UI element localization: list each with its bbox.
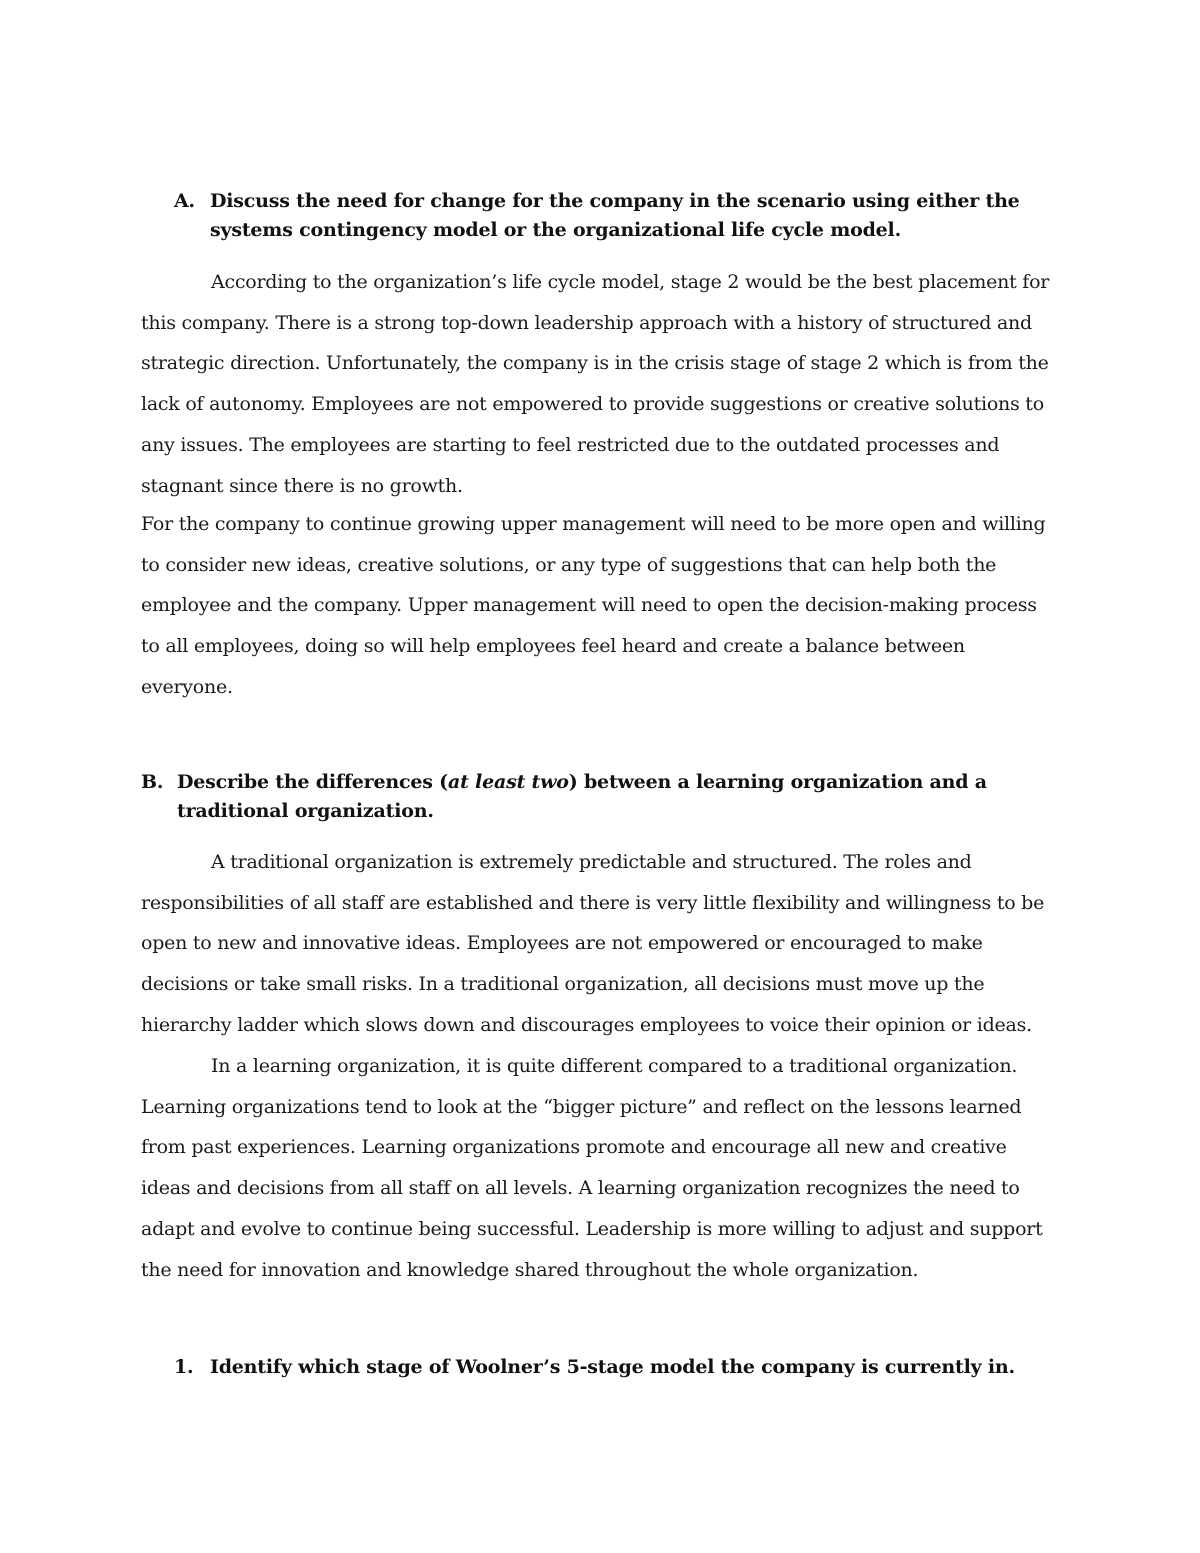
section-b-paragraph-1: A traditional organization is extremely predictable and structured. The roles and responsibilities of all staff are established and there is very little flexibility and willingness to be open to new and innovative ideas. Employees are not empowered or encouraged to make decisions or take small risks. In a traditional organization, all decisions must move up the hierarchy ladder which slows down and discourages employees to voice their opinion or ideas. <box>141 851 1045 1036</box>
section-a-paragraph-2: For the company to continue growing upper management will need to be more open and willing to consider new ideas, creative solutions, or any type of suggestions that can help both the employee and the company. Upper management will need to open the decision-making process to all employees, doing so will help employees feel heard and create a balance between everyone. <box>141 513 1046 698</box>
section-1-heading-text: Identify which stage of Woolner’s 5-stage model the company is currently in. <box>210 1356 1015 1378</box>
section-b-heading <box>141 768 1071 826</box>
section-a-heading-text: Discuss the need for change for the company in the scenario using either the systems contingency model or the organizational life cycle model. <box>210 190 1020 241</box>
section-b-paragraph-2: In a learning organization, it is quite different compared to a traditional organization. Learning organizations tend to look at the “bigger picture” and reflect on the lessons learned from past experiences. Learning organizations promote and encourage all new and creative ideas and decisions from all staff on all levels. A learning organization recognizes the need to adapt and evolve to continue being successful. Leadership is more willing to adjust and support the need for innovation and knowledge shared throughout the whole organization. <box>141 1055 1043 1281</box>
section-b-heading-text <box>141 768 1071 826</box>
section-a-heading <box>174 187 1074 245</box>
section-b-heading-italic: at least two <box>447 771 569 793</box>
section-b-heading-pre: Describe the differences ( <box>177 771 448 793</box>
section-1-heading <box>174 1353 1074 1382</box>
section-a-marker: A. <box>174 190 195 212</box>
section-b-heading-post: ) between a learning organization and a traditional organization. <box>177 771 987 822</box>
section-b-marker: B. <box>141 771 164 793</box>
section-1-marker: 1. <box>174 1356 194 1378</box>
section-a-paragraph-1: According to the organization’s life cycle model, stage 2 would be the best placement for this company. There is a strong top-down leadership approach with a history of structured and strategic direction. Unfortunately, the company is in the crisis stage of stage 2 which is from the lack of autonomy. Employees are not empowered to provide suggestions or creative solutions to any issues. The employees are starting to feel restricted due to the outdated processes and stagnant since there is no growth. <box>141 271 1050 497</box>
